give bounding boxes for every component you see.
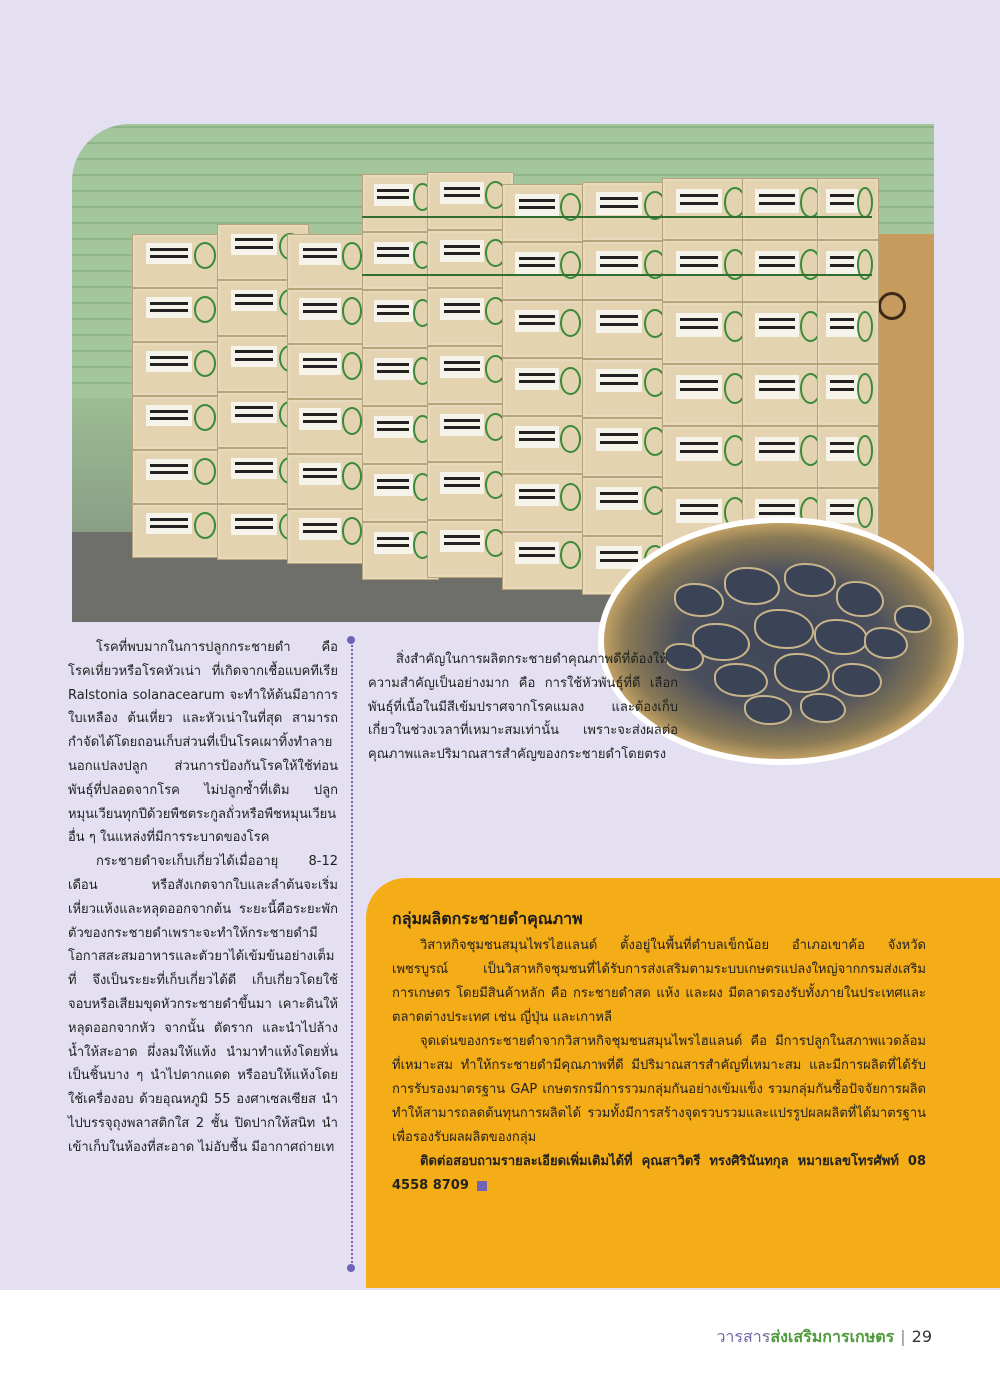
carton-label — [596, 251, 643, 274]
carton-box — [817, 240, 879, 302]
carton-label — [231, 458, 278, 480]
panel-contact — [392, 1150, 926, 1198]
carton-label — [299, 463, 341, 484]
carton-label — [676, 375, 723, 399]
carton-box — [582, 300, 674, 359]
carton-logo-icon — [342, 242, 362, 269]
carton-box — [742, 178, 829, 240]
carton-label — [146, 243, 193, 264]
carton-box — [502, 416, 589, 474]
carton-label — [374, 474, 413, 496]
carton-box — [817, 426, 879, 488]
carton-label — [231, 402, 278, 424]
carton-label — [676, 499, 723, 523]
carton-label — [676, 313, 723, 337]
carton-label — [676, 251, 723, 275]
carton-box — [132, 342, 224, 396]
page-footer — [716, 1325, 932, 1350]
carton-label — [515, 484, 559, 506]
strap-line — [362, 216, 872, 218]
carton-label — [231, 234, 278, 256]
carton-label — [299, 353, 341, 374]
carton-logo-icon — [857, 497, 873, 527]
middle-paragraph-1: สิ่งสำคัญในการผลิตกระชายดำคุณภาพดีที่ต้องให้ความสำคัญเป็นอย่างมาก คือ การใช้หัวพันธุ์ที่ดี เลือกพันธุ์ที่เนื้อในมีสีเข้มปราศจากโรคแมลง และต้องเก็บเกี่ยวในช่วงเวลาที่เหมาะสมเท่านั้น เพราะจะส่งผลต่อคุณภาพและปริมาณสารสำคัญของกระชายดำโดยตรง — [368, 652, 678, 763]
dried-slice — [800, 693, 846, 723]
carton-box — [662, 240, 754, 302]
dried-slice — [832, 663, 882, 697]
panel-paragraph-1: วิสาหกิจชุมชนสมุนไพรไฮแลนด์ ตั้งอยู่ในพื้นที่ตำบลเข็กน้อย อำเภอเขาค้อ จังหวัดเพชรบูรณ์ เป็นวิสาหกิจชุมชนที่ได้รับการส่งเสริมตามระบบเกษตรแปลงใหญ่จากกรมส่งเสริมการเกษตร โดยมีสินค้าหลัก คือ กระชายดำสด แห้ง และผง มีตลาดรองรับทั้งภายในประเทศและตลาดต่างประเทศ เช่น ญี่ปุ่น และเกาหลี — [392, 938, 926, 1025]
carton-label — [374, 358, 413, 380]
carton-logo-icon — [857, 311, 873, 341]
dried-slice — [774, 653, 830, 693]
carton-label — [596, 192, 643, 215]
footer-separator: | — [900, 1327, 906, 1346]
carton-label — [440, 472, 484, 494]
carton-box — [662, 426, 754, 488]
carton-label — [146, 405, 193, 426]
carton-box — [427, 462, 514, 520]
carton-box — [502, 358, 589, 416]
carton-box — [817, 364, 879, 426]
carton-box — [427, 288, 514, 346]
carton-logo-icon — [342, 297, 362, 324]
carton-label — [515, 368, 559, 390]
panel-paragraph-2: จุดเด่นของกระชายดำจากวิสาหกิจชุมชนสมุนไพรไฮแลนด์ คือ มีการปลูกในสภาพแวดล้อมที่เหมาะสม ทำให้กระชายดำมีคุณภาพที่ดี มีปริมาณสารสำคัญที่เหมาะสม และมีการผลิตที่ได้รับการรับรองมาตรฐาน GAP เกษตรกรมีการรวมกลุ่มกันอย่างเข้มแข็ง รวมกลุ่มกันซื้อปัจจัยการผลิตทำให้สามารถลดต้นทุนการผลิตได้ รวมทั้งมีการสร้างจุดรวบรวมและแปรรูปผลผลิตที่ได้มาตรฐาน เพื่อรองรับผลผลิตของกลุ่ม — [392, 1034, 926, 1145]
carton-box — [582, 359, 674, 418]
strap-line — [362, 274, 872, 276]
carton-label — [755, 375, 799, 399]
dried-slice — [754, 609, 814, 649]
dried-slice — [674, 583, 724, 617]
carton-box — [502, 474, 589, 532]
carton-label — [826, 437, 857, 461]
footer-prefix: วารสาร — [716, 1327, 771, 1346]
contact-text: ติดต่อสอบถามรายละเอียดเพิ่มเติมได้ที่ คุณสาวิตรี ทรงศิรินันทกุล หมายเลขโทรศัพท์ 08 4558 8709 — [392, 1154, 926, 1193]
carton-box — [132, 234, 224, 288]
carton-label — [515, 194, 559, 216]
left-column — [68, 636, 338, 1160]
carton-label — [374, 300, 413, 322]
end-mark-icon — [477, 1181, 487, 1191]
carton-box — [427, 172, 514, 230]
carton-box — [287, 289, 369, 344]
carton-logo-icon — [194, 458, 216, 485]
column-divider — [351, 638, 353, 1270]
carton-box — [582, 418, 674, 477]
carton-logo-icon — [342, 352, 362, 379]
carton-box — [817, 302, 879, 364]
carton-box — [582, 241, 674, 300]
carton-label — [231, 346, 278, 368]
carton-box — [287, 454, 369, 509]
carton-logo-icon — [560, 541, 581, 570]
carton-logo-icon — [560, 367, 581, 396]
carton-label — [515, 310, 559, 332]
carton-box — [427, 404, 514, 462]
carton-label — [440, 356, 484, 378]
carton-logo-icon — [560, 483, 581, 512]
panel-body — [392, 934, 926, 1198]
carton-box — [427, 346, 514, 404]
carton-label — [440, 240, 484, 262]
carton-label — [374, 532, 413, 554]
carton-label — [440, 414, 484, 436]
carton-logo-icon — [194, 242, 216, 269]
carton-label — [515, 542, 559, 564]
dried-slice — [714, 663, 768, 697]
carton-label — [826, 189, 857, 213]
carton-logo-icon — [342, 407, 362, 434]
carton-box — [742, 302, 829, 364]
carton-box — [287, 344, 369, 399]
carton-box — [582, 477, 674, 536]
carton-label — [826, 375, 857, 399]
crate-marking-icon — [878, 292, 906, 320]
carton-label — [374, 242, 413, 264]
carton-box — [742, 240, 829, 302]
carton-label — [676, 437, 723, 461]
carton-logo-icon — [342, 462, 362, 489]
panel-title: กลุ่มผลิตกระชายดำคุณภาพ — [392, 909, 583, 928]
middle-column — [368, 648, 678, 767]
carton-label — [374, 184, 413, 206]
carton-box — [132, 450, 224, 504]
carton-logo-icon — [342, 517, 362, 544]
carton-box — [287, 509, 369, 564]
carton-label — [146, 459, 193, 480]
carton-label — [231, 290, 278, 312]
dried-slice — [744, 695, 792, 725]
carton-label — [755, 251, 799, 275]
carton-label — [299, 518, 341, 539]
dried-slice — [724, 567, 780, 605]
carton-box — [502, 532, 589, 590]
carton-logo-icon — [194, 350, 216, 377]
carton-label — [146, 297, 193, 318]
carton-box — [662, 364, 754, 426]
carton-label — [596, 428, 643, 451]
carton-logo-icon — [857, 373, 873, 403]
page-number: 29 — [911, 1327, 932, 1346]
carton-box — [427, 520, 514, 578]
dried-slice — [894, 605, 932, 633]
carton-label — [440, 182, 484, 204]
carton-label — [596, 310, 643, 333]
carton-label — [596, 369, 643, 392]
carton-box — [427, 230, 514, 288]
divider-top-dot — [347, 636, 355, 644]
carton-label — [755, 313, 799, 337]
left-paragraph-2: กระชายดำจะเก็บเกี่ยวได้เมื่ออายุ 8-12 เดือน หรือสังเกตจากใบและลำต้นจะเริ่มเหี่ยวแห้งและหลุดออกจากต้น ระยะนี้คือระยะพักตัวของกระชายดำเพราะจะทำให้กระชายดำมีโอกาสสะสมอาหารและตัวยาได้เข้มข้นอย่างเต็มที่ จึงเป็นระยะที่เก็บเกี่ยวได้ดี เก็บเกี่ยวโดยใช้จอบหรือเสียมขุดหัวกระชายดำขึ้นมา เคาะดินให้หลุดออกจากหัว จากนั้น ตัดราก และนำไปล้างน้ำให้สะอาด ผึ่งลมให้แห้ง นำมาทำแห้งโดยหั่นเป็นชิ้นบาง ๆ นำไปตากแดด หรืออบให้แห้งโดยใช้เครื่องอบ ด้วยอุณหภูมิ 55 องศาเซลเซียส นำไปบรรจุถุงพลาสติกใส 2 ชั้น ปิดปากให้สนิท นำเข้าเก็บในห้องที่สะอาด ไม่อับชื้น มีอากาศถ่ายเท — [68, 854, 338, 1155]
carton-box — [132, 504, 224, 558]
carton-label — [755, 437, 799, 461]
dried-slice — [864, 627, 908, 659]
carton-box — [582, 182, 674, 241]
carton-label — [299, 408, 341, 429]
carton-logo-icon — [857, 187, 873, 217]
carton-label — [826, 313, 857, 337]
carton-box — [132, 288, 224, 342]
carton-logo-icon — [560, 425, 581, 454]
carton-logo-icon — [194, 512, 216, 539]
carton-label — [596, 546, 643, 569]
carton-label — [676, 189, 723, 213]
carton-label — [755, 499, 799, 523]
left-paragraph-1: โรคที่พบมากในการปลูกกระชายดำ คือ โรคเหี่ยวหรือโรคหัวเน่า ที่เกิดจากเชื้อแบคทีเรีย Ralstonia solanacearum จะทำให้ต้นมีอาการใบเหลือง ต้นเหี่ยว และหัวเน่าในที่สุด สามารถกำจัดได้โดยถอนเก็บส่วนที่เป็นโรคเผาทิ้งทำลายนอกแปลงปลูก ส่วนการป้องกันโรคให้ใช้ท่อนพันธุ์ที่ปลอดจากโรค ไม่ปลูกซ้ำที่เดิม ปลูกหมุนเวียนทุกปีด้วยพืชตระกูลถั่วหรือพืชหมุนเวียนอื่น ๆ ในแหล่งที่มีการระบาดของโรค — [68, 640, 338, 846]
carton-logo-icon — [560, 309, 581, 338]
carton-label — [231, 514, 278, 536]
carton-label — [299, 243, 341, 264]
dried-slice — [836, 581, 884, 617]
carton-logo-icon — [194, 296, 216, 323]
carton-box — [742, 364, 829, 426]
carton-label — [146, 351, 193, 372]
carton-label — [440, 530, 484, 552]
carton-box — [662, 178, 754, 240]
carton-box — [132, 396, 224, 450]
carton-label — [515, 426, 559, 448]
carton-label — [826, 251, 857, 275]
carton-logo-icon — [857, 435, 873, 465]
carton-label — [826, 499, 857, 523]
dried-slice — [814, 619, 868, 655]
carton-box — [502, 300, 589, 358]
carton-box — [662, 302, 754, 364]
carton-box — [287, 234, 369, 289]
carton-label — [299, 298, 341, 319]
carton-logo-icon — [194, 404, 216, 431]
divider-bottom-dot — [347, 1264, 355, 1272]
carton-label — [515, 252, 559, 274]
carton-label — [755, 189, 799, 213]
carton-label — [596, 487, 643, 510]
footer-journal-name: ส่งเสริมการเกษตร — [770, 1327, 895, 1346]
carton-box — [817, 178, 879, 240]
carton-box — [287, 399, 369, 454]
carton-box — [742, 426, 829, 488]
carton-label — [440, 298, 484, 320]
carton-box — [502, 242, 589, 300]
carton-box — [502, 184, 589, 242]
dried-slice — [784, 563, 836, 597]
carton-label — [146, 513, 193, 534]
carton-label — [374, 416, 413, 438]
